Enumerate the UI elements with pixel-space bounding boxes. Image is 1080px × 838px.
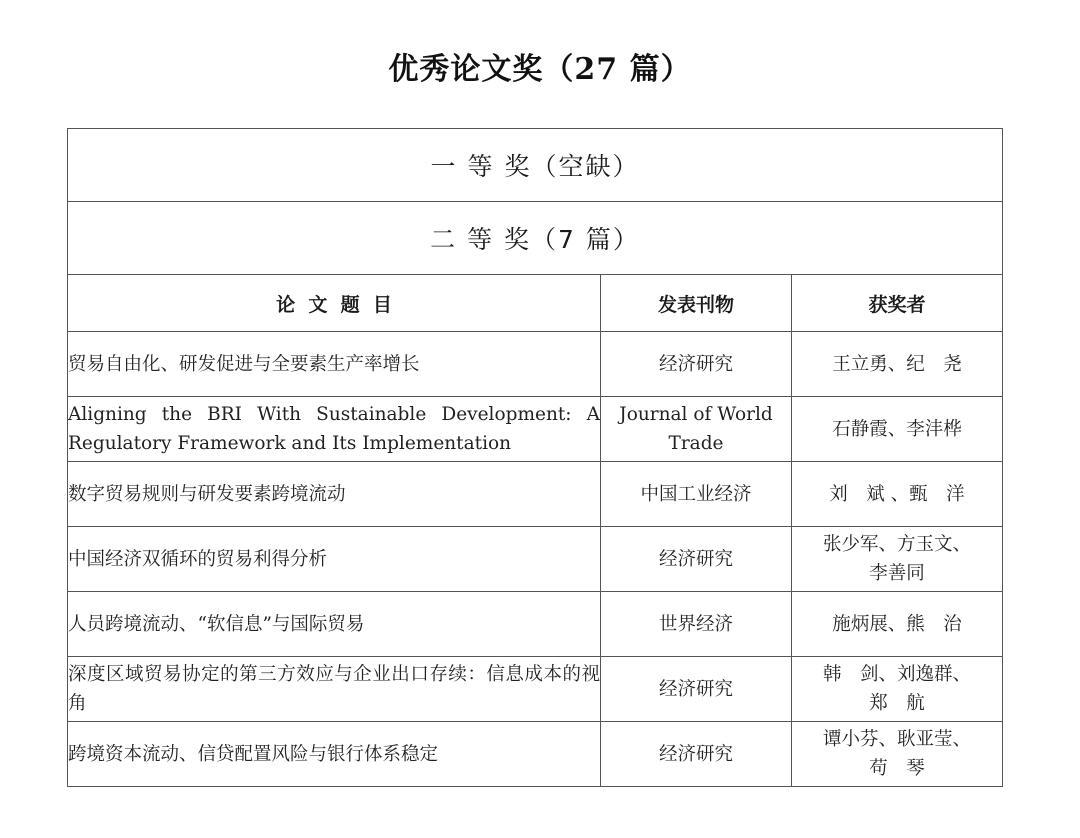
winner-names: 施炳展、熊 治 <box>792 592 1003 657</box>
journal-name: 中国工业经济 <box>601 462 792 527</box>
paper-title: 深度区域贸易协定的第三方效应与企业出口存续：信息成本的视角 <box>68 657 601 722</box>
award-table <box>67 128 1003 787</box>
paper-title: 贸易自由化、研发促进与全要素生产率增长 <box>68 332 601 397</box>
table-row <box>68 722 1003 787</box>
first-prize-heading: 一 等 奖（空缺） <box>68 129 1003 202</box>
table-row <box>68 397 1003 462</box>
table-row <box>68 527 1003 592</box>
page-title: 优秀论文奖（27 篇） <box>388 52 692 87</box>
second-prize-heading: 二 等 奖（7 篇） <box>68 202 1003 275</box>
table-row <box>68 462 1003 527</box>
column-header-journal: 发表刊物 <box>601 275 792 332</box>
winner-names: 王立勇、纪 尧 <box>792 332 1003 397</box>
paper-title: 人员跨境流动、“软信息”与国际贸易 <box>68 592 601 657</box>
journal-name: Journal of World Trade <box>601 397 792 462</box>
winner-names: 韩 剑、刘逸群、郑 航 <box>792 657 1003 722</box>
table-row <box>68 332 1003 397</box>
winner-names: 刘 斌 、甄 洋 <box>792 462 1003 527</box>
paper-title: 跨境资本流动、信贷配置风险与银行体系稳定 <box>68 722 601 787</box>
journal-name: 世界经济 <box>601 592 792 657</box>
table-row <box>68 657 1003 722</box>
winner-names: 石静霞、李沣桦 <box>792 397 1003 462</box>
column-header-winners: 获奖者 <box>792 275 1003 332</box>
journal-name: 经济研究 <box>601 722 792 787</box>
winner-names: 谭小芬、耿亚莹、苟 琴 <box>792 722 1003 787</box>
first-prize-row <box>68 129 1003 202</box>
paper-title: 中国经济双循环的贸易利得分析 <box>68 527 601 592</box>
second-prize-row <box>68 202 1003 275</box>
column-header-title: 论 文 题 目 <box>68 275 601 332</box>
table-header-row <box>68 275 1003 332</box>
paper-title: 数字贸易规则与研发要素跨境流动 <box>68 462 601 527</box>
journal-name: 经济研究 <box>601 657 792 722</box>
journal-name: 经济研究 <box>601 527 792 592</box>
table-row <box>68 592 1003 657</box>
winner-names: 张少军、方玉文、李善同 <box>792 527 1003 592</box>
journal-name: 经济研究 <box>601 332 792 397</box>
paper-title: Aligning the BRI With Sustainable Development: A Regulatory Framework and Its Implementation <box>68 397 601 462</box>
